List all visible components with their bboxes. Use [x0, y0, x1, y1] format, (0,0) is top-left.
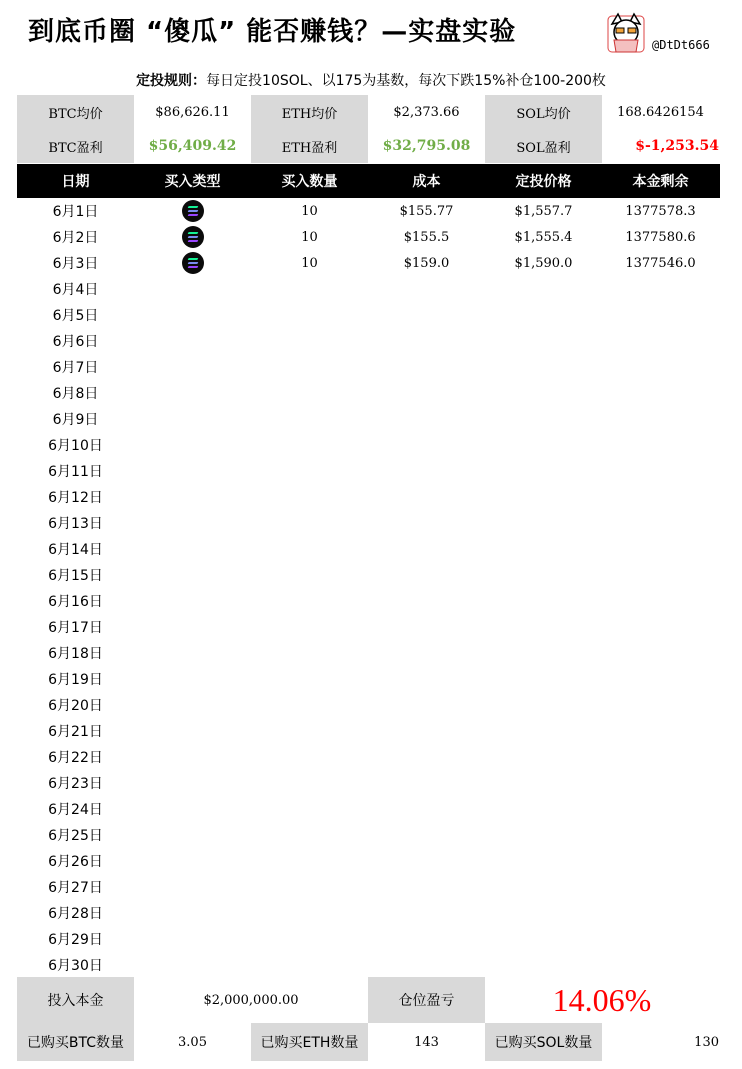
remaining-cell: [602, 302, 719, 328]
cost-cell: [368, 614, 485, 640]
type-cell: [134, 926, 251, 952]
qty-cell: 10: [301, 255, 318, 271]
table-row: [17, 302, 720, 328]
remaining-cell: [602, 406, 719, 432]
table-row: [17, 952, 720, 978]
remaining-cell: [602, 562, 719, 588]
cost-cell: [368, 718, 485, 744]
position-pnl-label: 仓位盈亏: [368, 977, 485, 1023]
price-cell: [485, 276, 602, 302]
principal-label: 投入本金: [17, 977, 134, 1023]
table-row: [17, 718, 720, 744]
date-cell: 6月8日: [52, 386, 99, 402]
cost-cell: [368, 666, 485, 692]
col-cost: 成本: [412, 174, 441, 190]
table-row: [17, 276, 720, 302]
price-cell: [485, 822, 602, 848]
qty-cell: [251, 718, 368, 744]
remaining-cell: [602, 328, 719, 354]
price-cell: [485, 432, 602, 458]
price-cell: $1,555.4: [514, 229, 573, 245]
date-cell: 6月29日: [48, 932, 103, 948]
date-cell: 6月7日: [52, 360, 99, 376]
qty-cell: [251, 822, 368, 848]
eth-qty-value: 143: [414, 1034, 439, 1050]
price-cell: [485, 458, 602, 484]
qty-cell: [251, 666, 368, 692]
cost-cell: [368, 328, 485, 354]
table-row: [17, 692, 720, 718]
date-cell: 6月2日: [52, 230, 99, 246]
remaining-cell: [602, 848, 719, 874]
btc-pnl-value: $56,409.42: [148, 138, 237, 154]
type-cell: [134, 796, 251, 822]
remaining-cell: [602, 380, 719, 406]
price-cell: [485, 536, 602, 562]
remaining-cell: [602, 354, 719, 380]
remaining-cell: [602, 952, 719, 978]
price-cell: [485, 666, 602, 692]
date-cell: 6月13日: [48, 516, 103, 532]
remaining-cell: [602, 432, 719, 458]
remaining-cell: 1377580.6: [625, 229, 696, 245]
table-row: [17, 406, 720, 432]
table-row: [17, 874, 720, 900]
cost-cell: $159.0: [403, 255, 450, 271]
price-cell: [485, 614, 602, 640]
remaining-cell: [602, 718, 719, 744]
type-cell: [134, 510, 251, 536]
remaining-cell: [602, 692, 719, 718]
remaining-cell: [602, 276, 719, 302]
cost-cell: [368, 354, 485, 380]
cost-cell: [368, 822, 485, 848]
remaining-cell: 1377578.3: [625, 203, 696, 219]
date-cell: 6月5日: [52, 308, 99, 324]
qty-cell: [251, 588, 368, 614]
btc-avg-label: BTC均价: [17, 95, 134, 129]
type-cell: [134, 952, 251, 978]
price-cell: [485, 510, 602, 536]
qty-cell: [251, 848, 368, 874]
price-cell: $1,590.0: [514, 255, 573, 271]
solana-icon: [182, 226, 204, 248]
table-row: [17, 588, 720, 614]
author-handle: @DtDt666: [652, 38, 710, 52]
type-cell: [134, 380, 251, 406]
qty-cell: [251, 926, 368, 952]
price-cell: [485, 874, 602, 900]
qty-cell: [251, 276, 368, 302]
table-row: [17, 822, 720, 848]
table-row: [17, 224, 720, 250]
cost-cell: [368, 432, 485, 458]
price-cell: [485, 900, 602, 926]
type-cell: [134, 328, 251, 354]
date-cell: 6月11日: [48, 464, 103, 480]
page-title: 到底币圈 “傻瓜” 能否赚钱？—实盘实验: [28, 17, 517, 47]
price-cell: [485, 952, 602, 978]
date-cell: 6月3日: [52, 256, 99, 272]
summary-footer: [17, 977, 720, 1061]
sol-pnl-value: $-1,253.54: [635, 138, 719, 154]
date-cell: 6月1日: [52, 204, 99, 220]
type-cell: [134, 666, 251, 692]
col-remaining: 本金剩余: [632, 174, 689, 190]
table-row: [17, 848, 720, 874]
price-cell: [485, 380, 602, 406]
qty-cell: [251, 328, 368, 354]
qty-cell: [251, 562, 368, 588]
eth-pnl-label: ETH盈利: [251, 129, 368, 163]
col-qty: 买入数量: [281, 174, 338, 190]
table-row: [17, 432, 720, 458]
price-cell: [485, 926, 602, 952]
table-header: [17, 164, 720, 198]
sol-qty-value: 130: [694, 1034, 719, 1050]
table-row: [17, 198, 720, 224]
remaining-cell: [602, 588, 719, 614]
table-row: [17, 770, 720, 796]
cost-cell: $155.77: [399, 203, 454, 219]
date-cell: 6月30日: [48, 958, 103, 974]
qty-cell: [251, 510, 368, 536]
qty-cell: 10: [301, 203, 318, 219]
date-cell: 6月19日: [48, 672, 103, 688]
table-row: [17, 666, 720, 692]
table-row: [17, 380, 720, 406]
date-cell: 6月6日: [52, 334, 99, 350]
remaining-cell: [602, 874, 719, 900]
price-cell: [485, 718, 602, 744]
qty-cell: [251, 406, 368, 432]
eth-qty-label: 已购买ETH数量: [251, 1023, 368, 1061]
type-cell: [134, 900, 251, 926]
type-cell: [134, 198, 251, 224]
table-row: [17, 484, 720, 510]
type-cell: [134, 302, 251, 328]
date-cell: 6月26日: [48, 854, 103, 870]
remaining-cell: [602, 536, 719, 562]
qty-cell: [251, 354, 368, 380]
cost-cell: [368, 302, 485, 328]
qty-cell: [251, 432, 368, 458]
cost-cell: [368, 926, 485, 952]
type-cell: [134, 770, 251, 796]
cost-cell: [368, 276, 485, 302]
rule-label: 定投规则：: [136, 73, 207, 89]
remaining-cell: [602, 666, 719, 692]
table-row: [17, 536, 720, 562]
price-cell: [485, 848, 602, 874]
date-cell: 6月12日: [48, 490, 103, 506]
remaining-cell: [602, 822, 719, 848]
qty-cell: [251, 744, 368, 770]
type-cell: [134, 874, 251, 900]
avatar: [604, 10, 648, 54]
cost-cell: [368, 562, 485, 588]
cost-cell: [368, 744, 485, 770]
qty-cell: [251, 484, 368, 510]
date-cell: 6月23日: [48, 776, 103, 792]
cost-cell: [368, 588, 485, 614]
btc-qty-value: 3.05: [178, 1034, 207, 1050]
type-cell: [134, 458, 251, 484]
table-row: [17, 562, 720, 588]
type-cell: [134, 406, 251, 432]
type-cell: [134, 822, 251, 848]
cost-cell: [368, 692, 485, 718]
remaining-cell: [602, 926, 719, 952]
date-cell: 6月15日: [48, 568, 103, 584]
cost-cell: [368, 640, 485, 666]
cost-cell: [368, 770, 485, 796]
type-cell: [134, 588, 251, 614]
qty-cell: [251, 640, 368, 666]
btc-pnl-label: BTC盈利: [17, 129, 134, 163]
qty-cell: [251, 874, 368, 900]
type-cell: [134, 718, 251, 744]
qty-cell: [251, 900, 368, 926]
type-cell: [134, 848, 251, 874]
table-row: [17, 926, 720, 952]
qty-cell: [251, 458, 368, 484]
sol-pnl-label: SOL盈利: [485, 129, 602, 163]
remaining-cell: [602, 900, 719, 926]
cost-cell: [368, 406, 485, 432]
date-cell: 6月28日: [48, 906, 103, 922]
date-cell: 6月9日: [52, 412, 99, 428]
cost-cell: [368, 848, 485, 874]
date-cell: 6月20日: [48, 698, 103, 714]
date-cell: 6月22日: [48, 750, 103, 766]
price-cell: [485, 562, 602, 588]
btc-qty-label: 已购买BTC数量: [17, 1023, 134, 1061]
qty-cell: [251, 302, 368, 328]
remaining-cell: 1377546.0: [625, 255, 696, 271]
sol-avg-label: SOL均价: [485, 95, 602, 129]
qty-cell: [251, 796, 368, 822]
type-cell: [134, 250, 251, 276]
type-cell: [134, 536, 251, 562]
cost-cell: [368, 874, 485, 900]
type-cell: [134, 276, 251, 302]
eth-avg-label: ETH均价: [251, 95, 368, 129]
price-cell: $1,557.7: [514, 203, 573, 219]
qty-cell: [251, 692, 368, 718]
solana-icon: [182, 200, 204, 222]
stats-panel: [17, 95, 720, 163]
price-cell: [485, 796, 602, 822]
table-row: [17, 640, 720, 666]
price-cell: [485, 640, 602, 666]
table-row: [17, 328, 720, 354]
table-row: [17, 900, 720, 926]
price-cell: [485, 302, 602, 328]
qty-cell: [251, 614, 368, 640]
type-cell: [134, 614, 251, 640]
cost-cell: [368, 510, 485, 536]
remaining-cell: [602, 770, 719, 796]
remaining-cell: [602, 796, 719, 822]
btc-avg-value: $86,626.11: [134, 95, 251, 129]
date-cell: 6月17日: [48, 620, 103, 636]
table-row: [17, 458, 720, 484]
date-cell: 6月24日: [48, 802, 103, 818]
type-cell: [134, 432, 251, 458]
principal-value: $2,000,000.00: [203, 992, 299, 1008]
remaining-cell: [602, 484, 719, 510]
cost-cell: [368, 536, 485, 562]
qty-cell: [251, 770, 368, 796]
col-date: 日期: [61, 174, 90, 190]
position-pnl-value: 14.06%: [552, 981, 652, 1018]
price-cell: [485, 484, 602, 510]
table-body: [17, 198, 720, 978]
date-cell: 6月21日: [48, 724, 103, 740]
date-cell: 6月14日: [48, 542, 103, 558]
price-cell: [485, 692, 602, 718]
sol-qty-label: 已购买SOL数量: [485, 1023, 602, 1061]
table-row: [17, 744, 720, 770]
remaining-cell: [602, 744, 719, 770]
qty-cell: 10: [301, 229, 318, 245]
price-cell: [485, 588, 602, 614]
type-cell: [134, 484, 251, 510]
price-cell: [485, 406, 602, 432]
sol-avg-value: 168.6426154: [602, 95, 719, 129]
remaining-cell: [602, 510, 719, 536]
date-cell: 6月10日: [48, 438, 103, 454]
type-cell: [134, 354, 251, 380]
type-cell: [134, 562, 251, 588]
type-cell: [134, 744, 251, 770]
date-cell: 6月4日: [52, 282, 99, 298]
investment-rule: [0, 70, 742, 90]
table-row: [17, 510, 720, 536]
table-row: [17, 354, 720, 380]
table-row: [17, 796, 720, 822]
cost-cell: [368, 900, 485, 926]
qty-cell: [251, 536, 368, 562]
table-row: [17, 250, 720, 276]
type-cell: [134, 640, 251, 666]
qty-cell: [251, 952, 368, 978]
cost-cell: [368, 952, 485, 978]
col-type: 买入类型: [164, 174, 221, 190]
cost-cell: [368, 484, 485, 510]
rule-text: 每日定投10SOL、以175为基数，每次下跌15%补仓100-200枚: [206, 73, 606, 89]
cost-cell: [368, 796, 485, 822]
eth-pnl-value: $32,795.08: [382, 138, 471, 154]
eth-avg-value: $2,373.66: [368, 95, 485, 129]
table-row: [17, 614, 720, 640]
price-cell: [485, 328, 602, 354]
price-cell: [485, 744, 602, 770]
cost-cell: [368, 458, 485, 484]
cost-cell: $155.5: [403, 229, 450, 245]
remaining-cell: [602, 640, 719, 666]
solana-icon: [182, 252, 204, 274]
price-cell: [485, 770, 602, 796]
price-cell: [485, 354, 602, 380]
remaining-cell: [602, 614, 719, 640]
date-cell: 6月27日: [48, 880, 103, 896]
date-cell: 6月18日: [48, 646, 103, 662]
type-cell: [134, 692, 251, 718]
qty-cell: [251, 380, 368, 406]
date-cell: 6月16日: [48, 594, 103, 610]
date-cell: 6月25日: [48, 828, 103, 844]
col-price: 定投价格: [515, 174, 572, 190]
remaining-cell: [602, 458, 719, 484]
type-cell: [134, 224, 251, 250]
cost-cell: [368, 380, 485, 406]
